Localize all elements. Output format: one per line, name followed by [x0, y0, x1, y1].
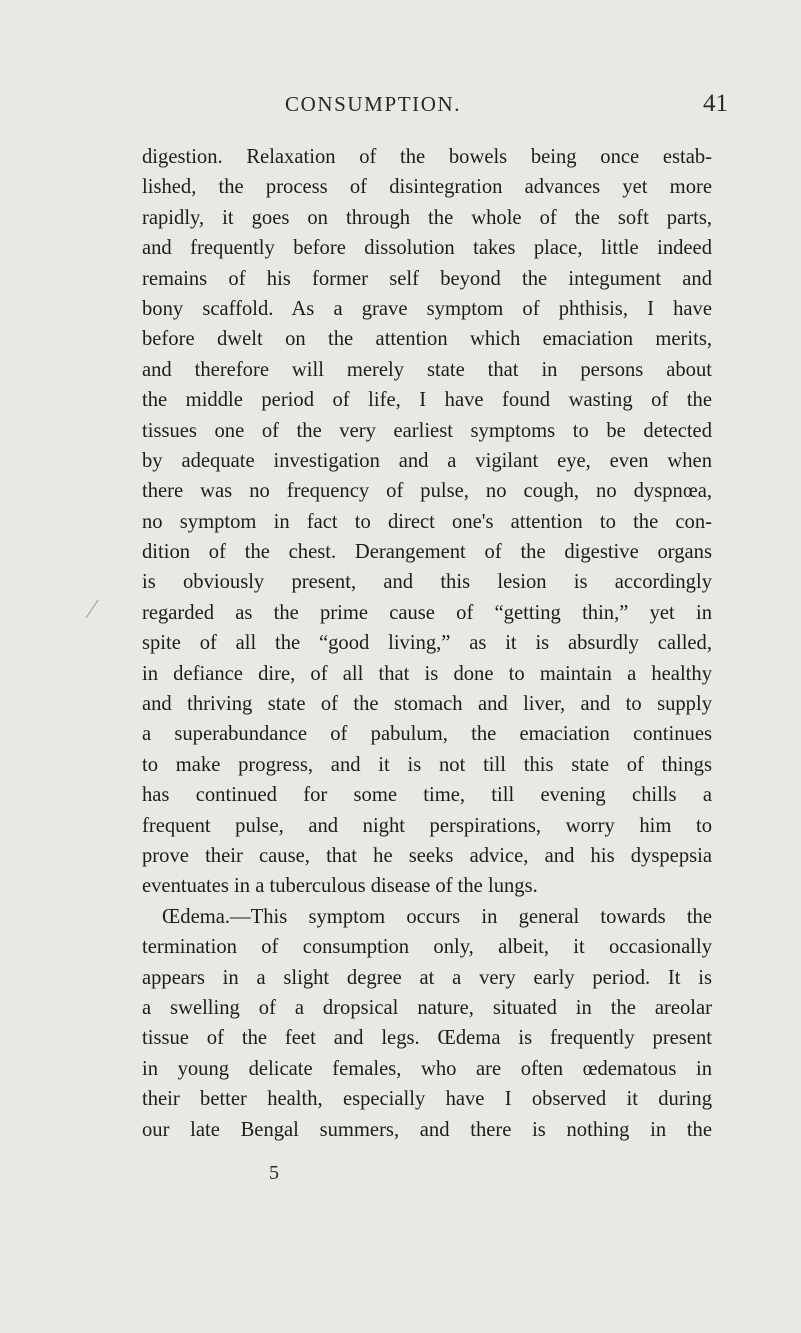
text-line: tissue of the feet and legs. Œdema is frequently present [142, 1027, 712, 1050]
text-line: before dwelt on the attention which emaciation merits, [142, 328, 712, 351]
text-line: a superabundance of pabulum, the emaciation continues [142, 723, 712, 746]
text-line: rapidly, it goes on through the whole of the soft parts, [142, 206, 712, 229]
text-line: regarded as the prime cause of “getting thin,” yet in [142, 601, 712, 624]
text-line: lished, the process of disintegration advances yet more [142, 176, 712, 199]
text-line: their better health, especially have I observed it during [142, 1088, 712, 1111]
running-head [0, 92, 801, 122]
text-line: eventuates in a tuberculous disease of the lungs. [142, 875, 538, 898]
text-line: dition of the chest. Derangement of the digestive organs [142, 541, 712, 564]
text-line: prove their cause, that he seeks advice, and his dyspepsia [142, 844, 712, 867]
text-line: no symptom in fact to direct one's attention to the con- [142, 510, 712, 533]
text-line: and thriving state of the stomach and liver, and to supply [142, 693, 712, 716]
running-title: CONSUMPTION. [285, 92, 462, 116]
text-line: appears in a slight degree at a very early period. It is [142, 966, 712, 989]
text-line: termination of consumption only, albeit, it occasionally [142, 936, 712, 959]
text-line: bony scaffold. As a grave symptom of phthisis, I have [142, 297, 712, 320]
text-line: spite of all the “good living,” as it is absurdly called, [142, 632, 712, 655]
signature-mark: 5 [269, 1162, 279, 1184]
text-line: to make progress, and it is not till this state of things [142, 753, 712, 776]
text-line: and therefore will merely state that in persons about [142, 358, 712, 381]
text-line: is obviously present, and this lesion is accordingly [142, 571, 712, 594]
page-number: 41 [703, 90, 728, 117]
text-line: and frequently before dissolution takes place, little indeed [142, 237, 712, 260]
text-line: in defiance dire, of all that is done to maintain a healthy [142, 662, 712, 685]
text-line: digestion. Relaxation of the bowels being once estab- [142, 146, 712, 168]
text-line: our late Bengal summers, and there is nothing in the [142, 1118, 712, 1141]
body-text [142, 142, 712, 1145]
text-line: the middle period of life, I have found wasting of the [142, 389, 712, 412]
text-line: in young delicate females, who are often œdematous in [142, 1057, 712, 1080]
text-line: by adequate investigation and a vigilant eye, even when [142, 449, 712, 472]
text-line: remains of his former self beyond the integument and [142, 267, 712, 290]
text-line: a swelling of a dropsical nature, situated in the areolar [142, 996, 712, 1019]
text-line: tissues one of the very earliest symptoms to be detected [142, 419, 712, 442]
text-line: has continued for some time, till evening chills a [142, 784, 712, 807]
section-start-line: Œdema.—This symptom occurs in general towards the [162, 905, 712, 928]
text-line: frequent pulse, and night perspirations, worry him to [142, 814, 712, 837]
text-line: there was no frequency of pulse, no cough, no dyspnœa, [142, 480, 712, 503]
pencil-mark [84, 598, 100, 620]
